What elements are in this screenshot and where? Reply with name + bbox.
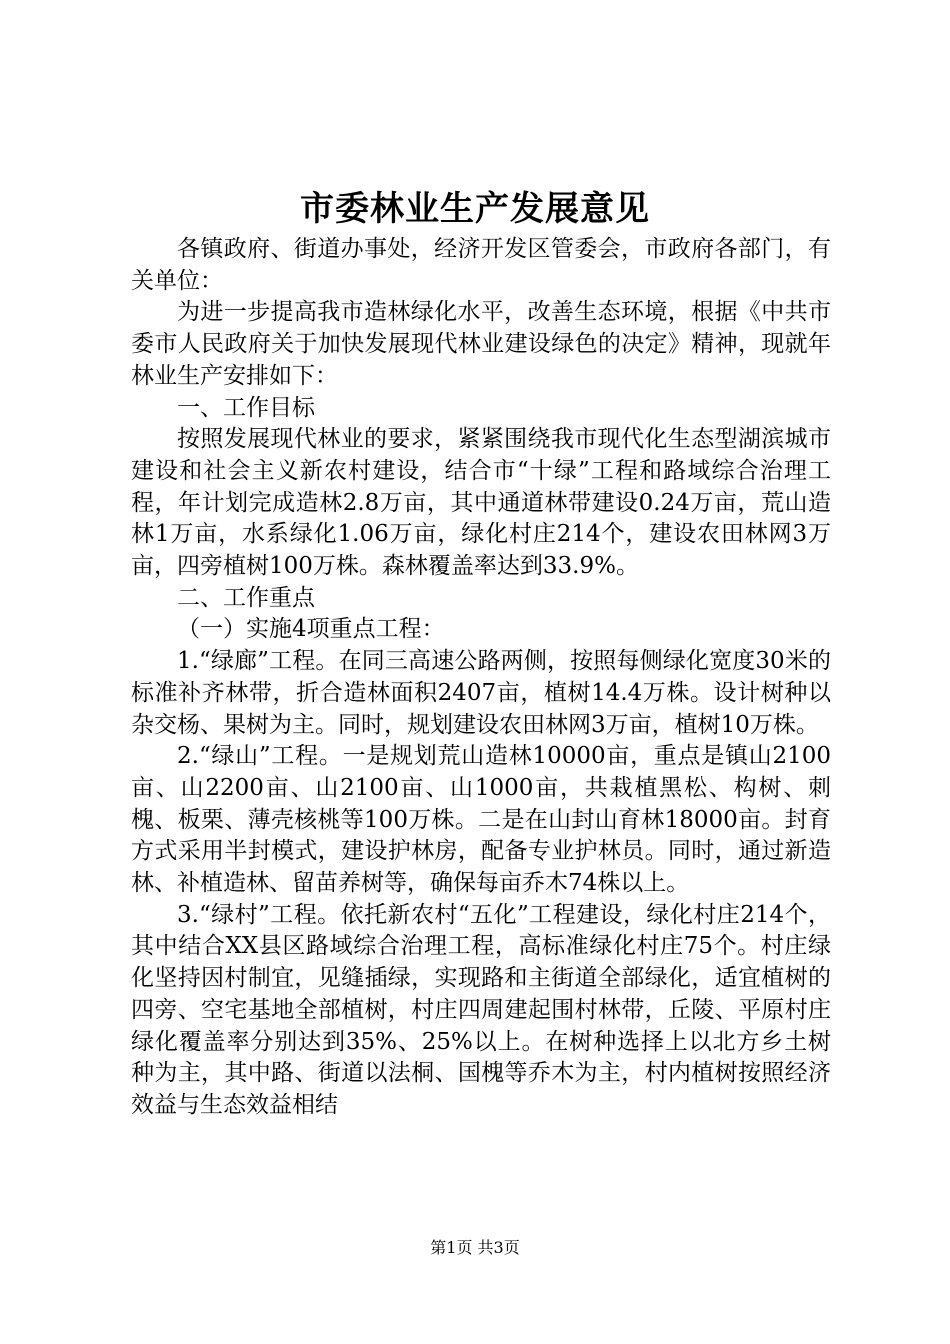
paragraph-addressees: 各镇政府、街道办事处，经济开发区管委会，市政府各部门，有关单位： <box>131 236 831 294</box>
subheading-projects: （一）实施4项重点工程： <box>177 616 445 643</box>
paragraph-intro: 为进一步提高我市造林绿化水平，改善生态环境，根据《中共市委市人民政府关于加快发展现代林业建设绿色的决定》精神，现就年林业生产安排如下： <box>131 299 831 389</box>
paragraph-green-village: 3.“绿村”工程。依托新农村“五化”工程建设，绿化村庄214个，其中结合XX县区路域综合治理工程，高标准绿化村庄75个。村庄绿化坚持因村制宜，见缝插绿，实现路和主街道全部绿化，适宜植树的四旁、空宅基地全部植树，村庄四周建起围村林带，丘陵、平原村庄绿化覆盖率分别达到35%、25%以上。在树种选择上以北方乡土树种为主，其中路、街道以法桐、国槐等乔木为主，村内植树按照经济效益与生态效益相结 <box>131 901 831 1118</box>
page-number-footer: 第1页 共3页 <box>430 1238 520 1257</box>
document-title: 市委林业生产发展意见 <box>300 189 650 229</box>
paragraph-green-mountain: 2.“绿山”工程。一是规划荒山造林10000亩，重点是镇山2100亩、山2200亩、山2100亩、山1000亩，共栽植黑松、构树、刺槐、板栗、薄壳核桃等100万株。二是在山封山育林18000亩。封育方式采用半封模式，建设护林房，配备专业护林员。同时，通过新造林、补植造林、留苗养树等，确保每亩乔木74株以上。 <box>131 743 831 897</box>
paragraph-goals: 按照发展现代林业的要求，紧紧围绕我市现代化生态型湖滨城市建设和社会主义新农村建设，结合市“十绿”工程和路域综合治理工程，年计划完成造林2.8万亩，其中通道林带建设0.24万亩，荒山造林1万亩，水系绿化1.06万亩，绿化村庄214个，建设农田林网3万亩，四旁植树100万株。森林覆盖率达到33.9%。 <box>131 426 831 580</box>
paragraph-green-corridor: 1.“绿廊”工程。在同三高速公路两侧，按照每侧绿化宽度30米的标准补齐林带，折合造林面积2407亩，植树14.4万株。设计树种以杂交杨、果树为主。同时，规划建设农田林网3万亩，植树10万株。 <box>131 648 831 738</box>
document-body <box>131 234 831 1122</box>
heading-work-goals: 一、工作目标 <box>177 394 315 421</box>
heading-work-focus: 二、工作重点 <box>177 584 315 611</box>
